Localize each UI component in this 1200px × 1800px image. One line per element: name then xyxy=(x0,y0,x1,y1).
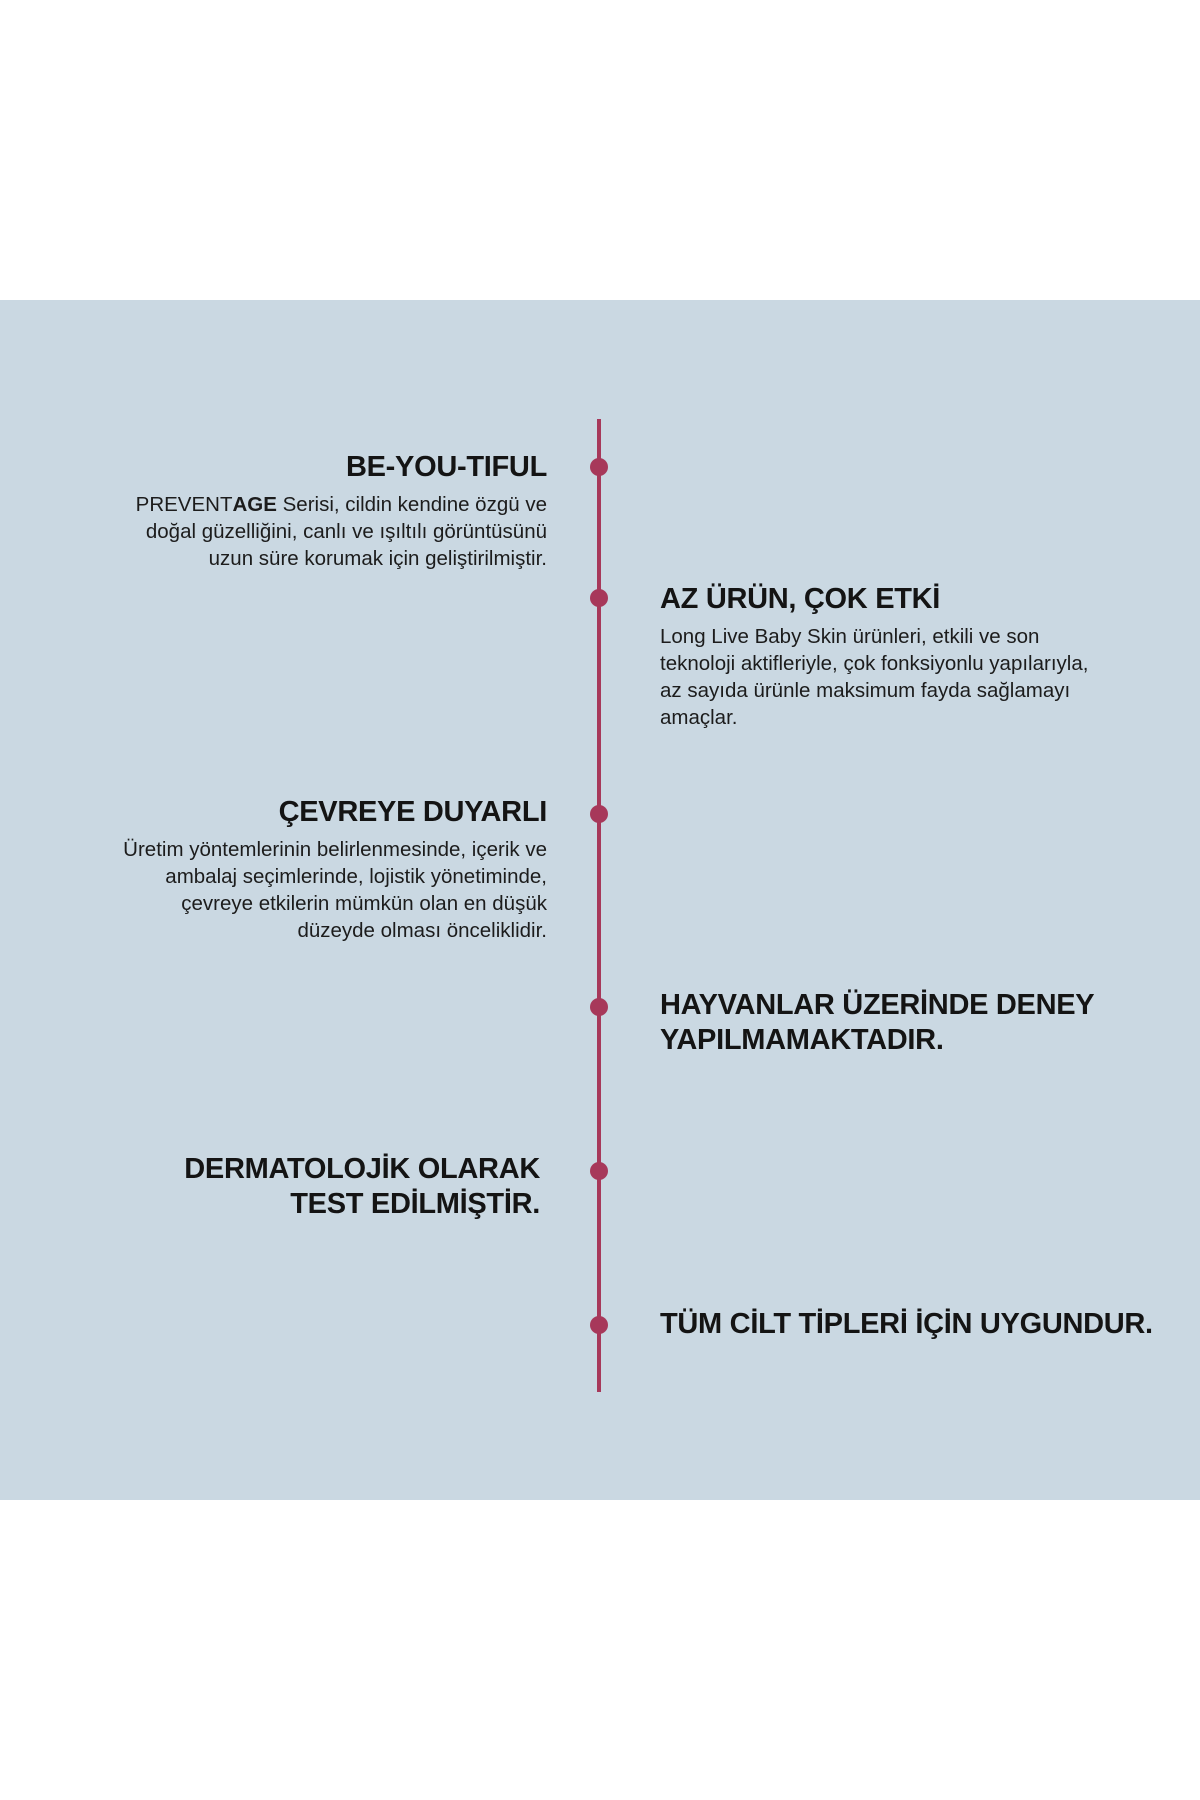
timeline-dot-6 xyxy=(590,1316,608,1334)
timeline-dot-1 xyxy=(590,458,608,476)
timeline-entry-cevreye-duyarli xyxy=(100,795,547,944)
entry-description-brand-emphasis: AGE xyxy=(232,493,277,516)
entry-description: Long Live Baby Skin ürünleri, etkili ve son teknoloji aktifleriyle, çok fonksiyonlu yapılarıyla, az sayıda ürünle maksimum fayda sağlamayı amaçlar. xyxy=(660,625,1089,729)
entry-title: ÇEVREYE DUYARLI xyxy=(278,796,547,828)
timeline-entry-hayvanlar-uzerinde-deney xyxy=(660,988,1100,1058)
entry-title: BE-YOU-TIFUL xyxy=(346,451,547,483)
timeline-entry-be-you-tiful xyxy=(100,450,547,572)
entry-title: AZ ÜRÜN, ÇOK ETKİ xyxy=(660,583,941,615)
entry-description: Üretim yöntemlerinin belirlenmesinde, içerik ve ambalaj seçimlerinde, lojistik yönetiminde, çevreye etkilerin mümkün olan en düşük düzeyde olması önceliklidir. xyxy=(123,838,547,942)
timeline-dot-3 xyxy=(590,805,608,823)
timeline-dot-5 xyxy=(590,1162,608,1180)
timeline-dot-2 xyxy=(590,589,608,607)
entry-description xyxy=(100,491,547,572)
timeline-dot-4 xyxy=(590,998,608,1016)
timeline-panel xyxy=(0,300,1200,1500)
entry-description-prefix: PREVENT xyxy=(135,493,233,516)
entry-description-rest: Serisi, cildin kendine özgü ve doğal güzelliğini, canlı ve ışıltılı görüntüsünü uzun süre korumak için geliştirilmiştir. xyxy=(145,493,547,570)
timeline-entry-dermatolojik-test xyxy=(120,1152,540,1222)
entry-title: TÜM CİLT TİPLERİ İÇİN UYGUNDUR. xyxy=(660,1308,1153,1340)
timeline-entry-az-urun-cok-etki xyxy=(660,582,1100,731)
entry-title: HAYVANLAR ÜZERİNDE DENEY YAPILMAMAKTADIR. xyxy=(660,989,1094,1056)
entry-title: DERMATOLOJİK OLARAK TEST EDİLMİŞTİR. xyxy=(184,1153,540,1220)
timeline-line xyxy=(597,419,601,1392)
timeline-entry-tum-cilt-tipleri xyxy=(660,1307,1160,1342)
